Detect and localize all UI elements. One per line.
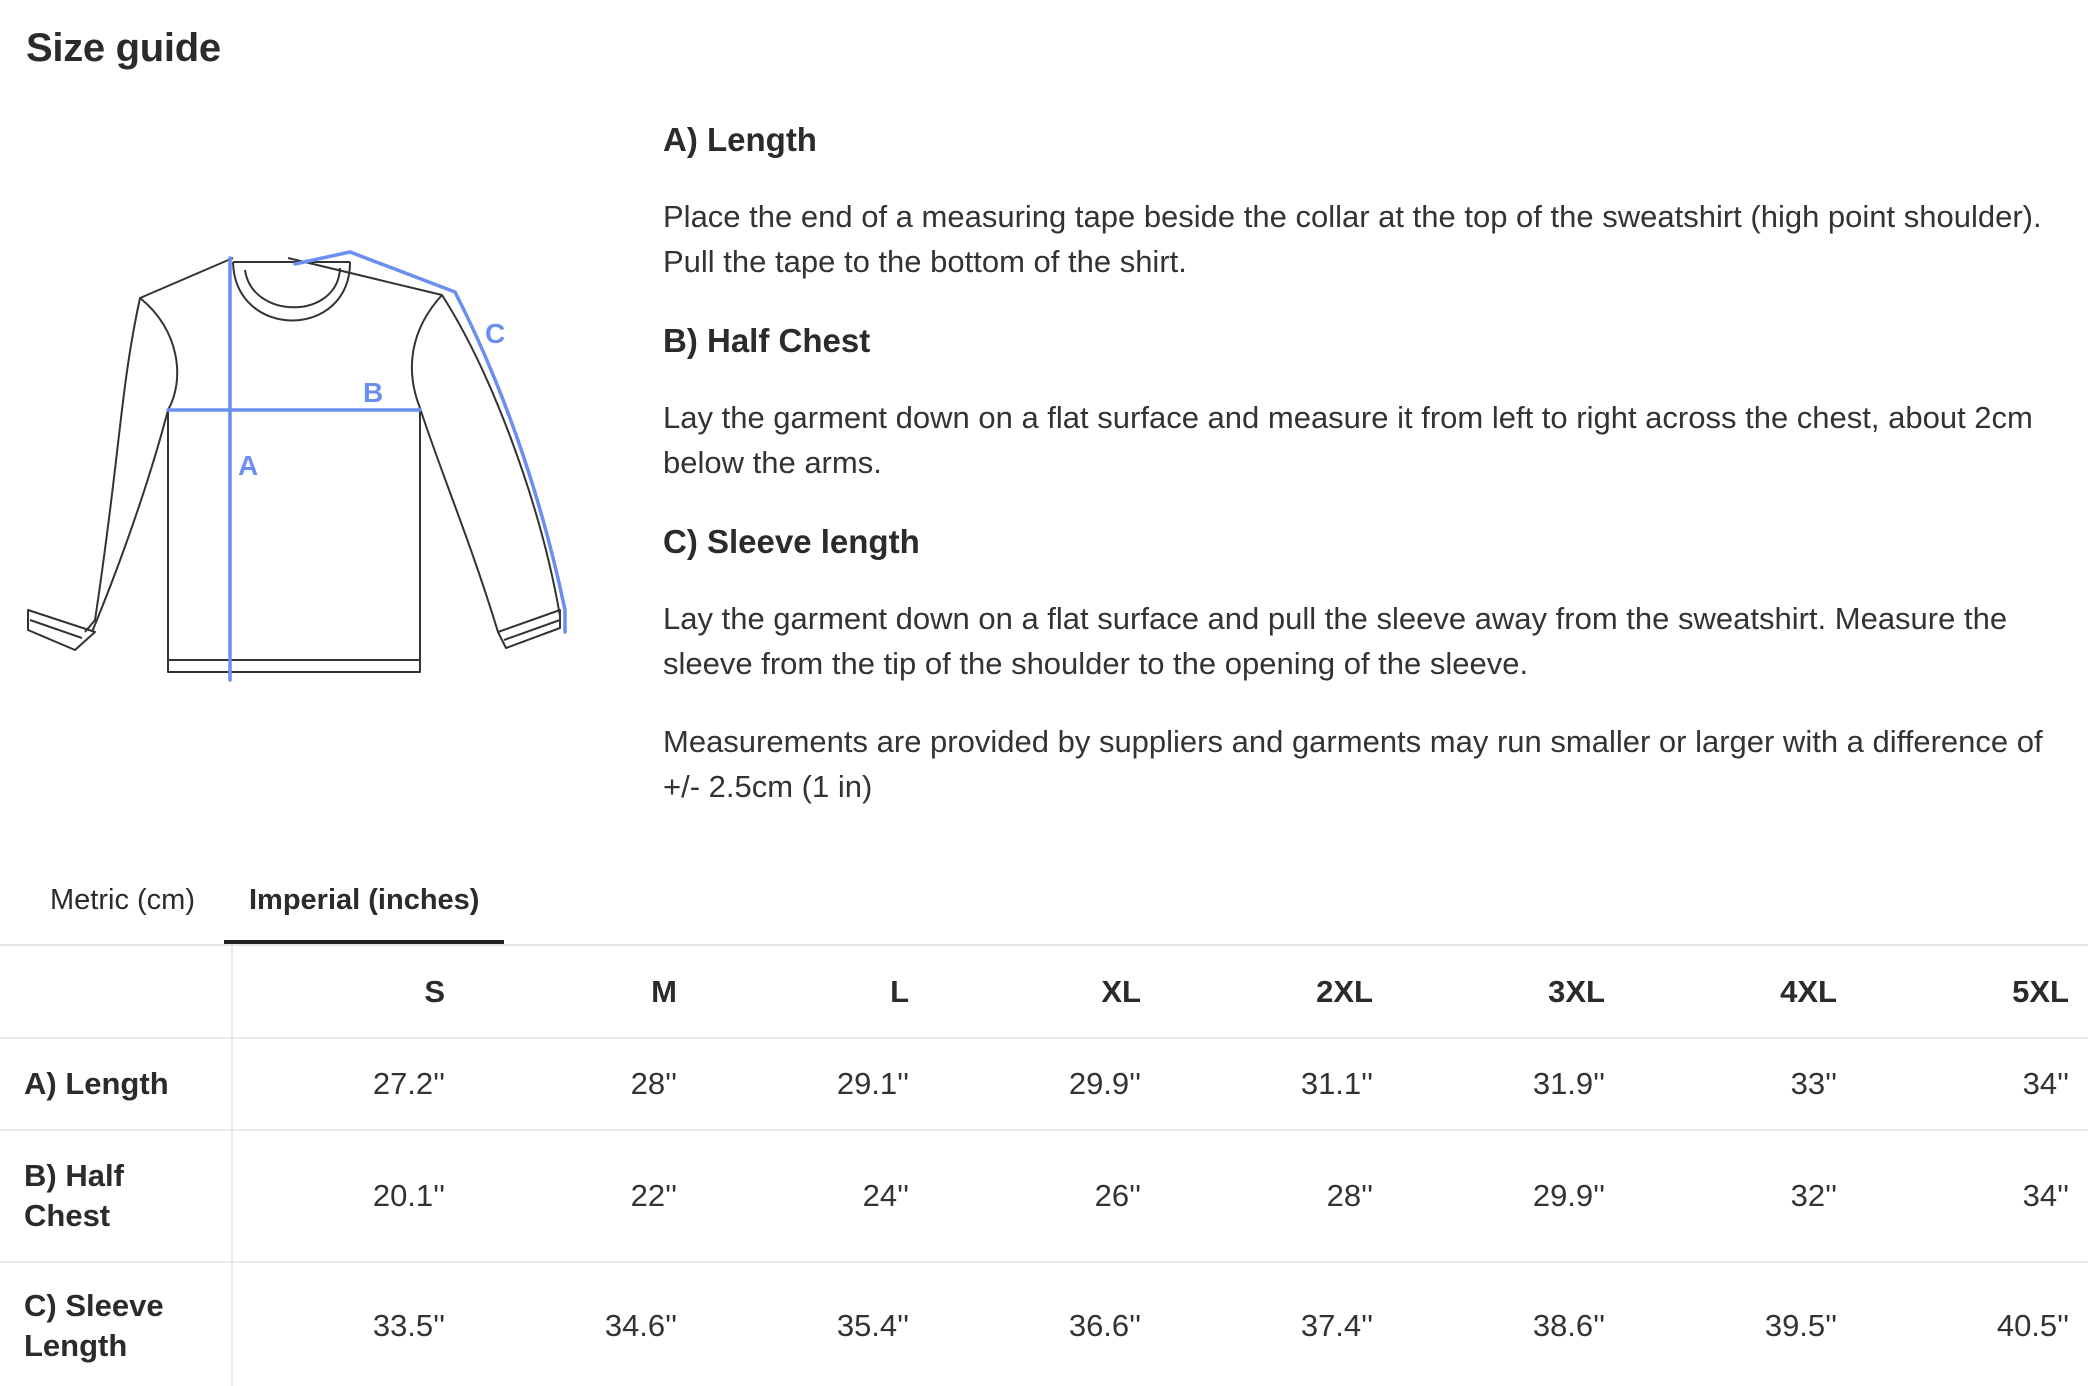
table-cell: 39.5'' <box>1624 1262 1856 1386</box>
chest-heading: B) Half Chest <box>663 322 871 359</box>
table-cell: 28'' <box>464 1038 696 1130</box>
table-cell: 34'' <box>1856 1130 2088 1262</box>
table-cell: 35.4'' <box>696 1262 928 1386</box>
table-cell: 34.6'' <box>464 1262 696 1386</box>
measurement-note: Measurements are provided by suppliers and garments may run smaller or larger with a difference of +/- 2.5cm (1 in) <box>663 724 2043 804</box>
table-cell: 29.9'' <box>928 1038 1160 1130</box>
size-header: 4XL <box>1624 946 1856 1038</box>
size-table <box>0 946 2088 1386</box>
table-cell: 28'' <box>1160 1130 1392 1262</box>
table-row <box>0 1038 2088 1130</box>
table-cell: 24'' <box>696 1130 928 1262</box>
table-cell: 33.5'' <box>232 1262 464 1386</box>
table-cell: 31.9'' <box>1392 1038 1624 1130</box>
row-label: A) Length <box>0 1038 232 1130</box>
table-cell: 26'' <box>928 1130 1160 1262</box>
table-cell: 34'' <box>1856 1038 2088 1130</box>
length-description: Place the end of a measuring tape beside the collar at the top of the sweatshirt (high point shoulder). Pull the tape to the bottom of the shirt. <box>663 199 2042 279</box>
row-label: C) Sleeve Length <box>0 1262 232 1386</box>
tab-metric[interactable]: Metric (cm) <box>50 884 195 916</box>
label-b: B <box>363 377 384 408</box>
table-row <box>0 1130 2088 1262</box>
table-cell: 29.1'' <box>696 1038 928 1130</box>
unit-tabs <box>0 870 2088 946</box>
size-header: 5XL <box>1856 946 2088 1038</box>
label-c: C <box>485 318 506 349</box>
corner-cell <box>0 946 232 1038</box>
page-title: Size guide <box>26 26 221 70</box>
table-cell: 22'' <box>464 1130 696 1262</box>
table-cell: 31.1'' <box>1160 1038 1392 1130</box>
table-cell: 37.4'' <box>1160 1262 1392 1386</box>
table-cell: 32'' <box>1624 1130 1856 1262</box>
table-cell: 38.6'' <box>1392 1262 1624 1386</box>
chest-description: Lay the garment down on a flat surface and measure it from left to right across the chest, about 2cm below the arms. <box>663 400 2033 480</box>
tab-imperial[interactable]: Imperial (inches) <box>224 870 504 944</box>
size-header: M <box>464 946 696 1038</box>
sleeve-description: Lay the garment down on a flat surface and pull the sleeve away from the sweatshirt. Measure the sleeve from the tip of the shoulder to the opening of the sleeve. <box>663 601 2008 681</box>
size-header: S <box>232 946 464 1038</box>
sleeve-heading: C) Sleeve length <box>663 523 920 560</box>
table-cell: 33'' <box>1624 1038 1856 1130</box>
table-cell: 36.6'' <box>928 1262 1160 1386</box>
length-heading: A) Length <box>663 121 817 158</box>
size-header: XL <box>928 946 1160 1038</box>
table-cell: 27.2'' <box>232 1038 464 1130</box>
table-row <box>0 1262 2088 1386</box>
measurement-guide <box>663 116 2063 842</box>
row-label: B) Half Chest <box>0 1130 232 1262</box>
sweatshirt-illustration <box>20 240 580 690</box>
size-header-row <box>0 946 2088 1038</box>
sweatshirt-diagram <box>20 240 580 690</box>
table-cell: 40.5'' <box>1856 1262 2088 1386</box>
table-cell: 29.9'' <box>1392 1130 1624 1262</box>
size-header: 2XL <box>1160 946 1392 1038</box>
label-a: A <box>238 450 259 481</box>
table-cell: 20.1'' <box>232 1130 464 1262</box>
size-header: L <box>696 946 928 1038</box>
size-header: 3XL <box>1392 946 1624 1038</box>
